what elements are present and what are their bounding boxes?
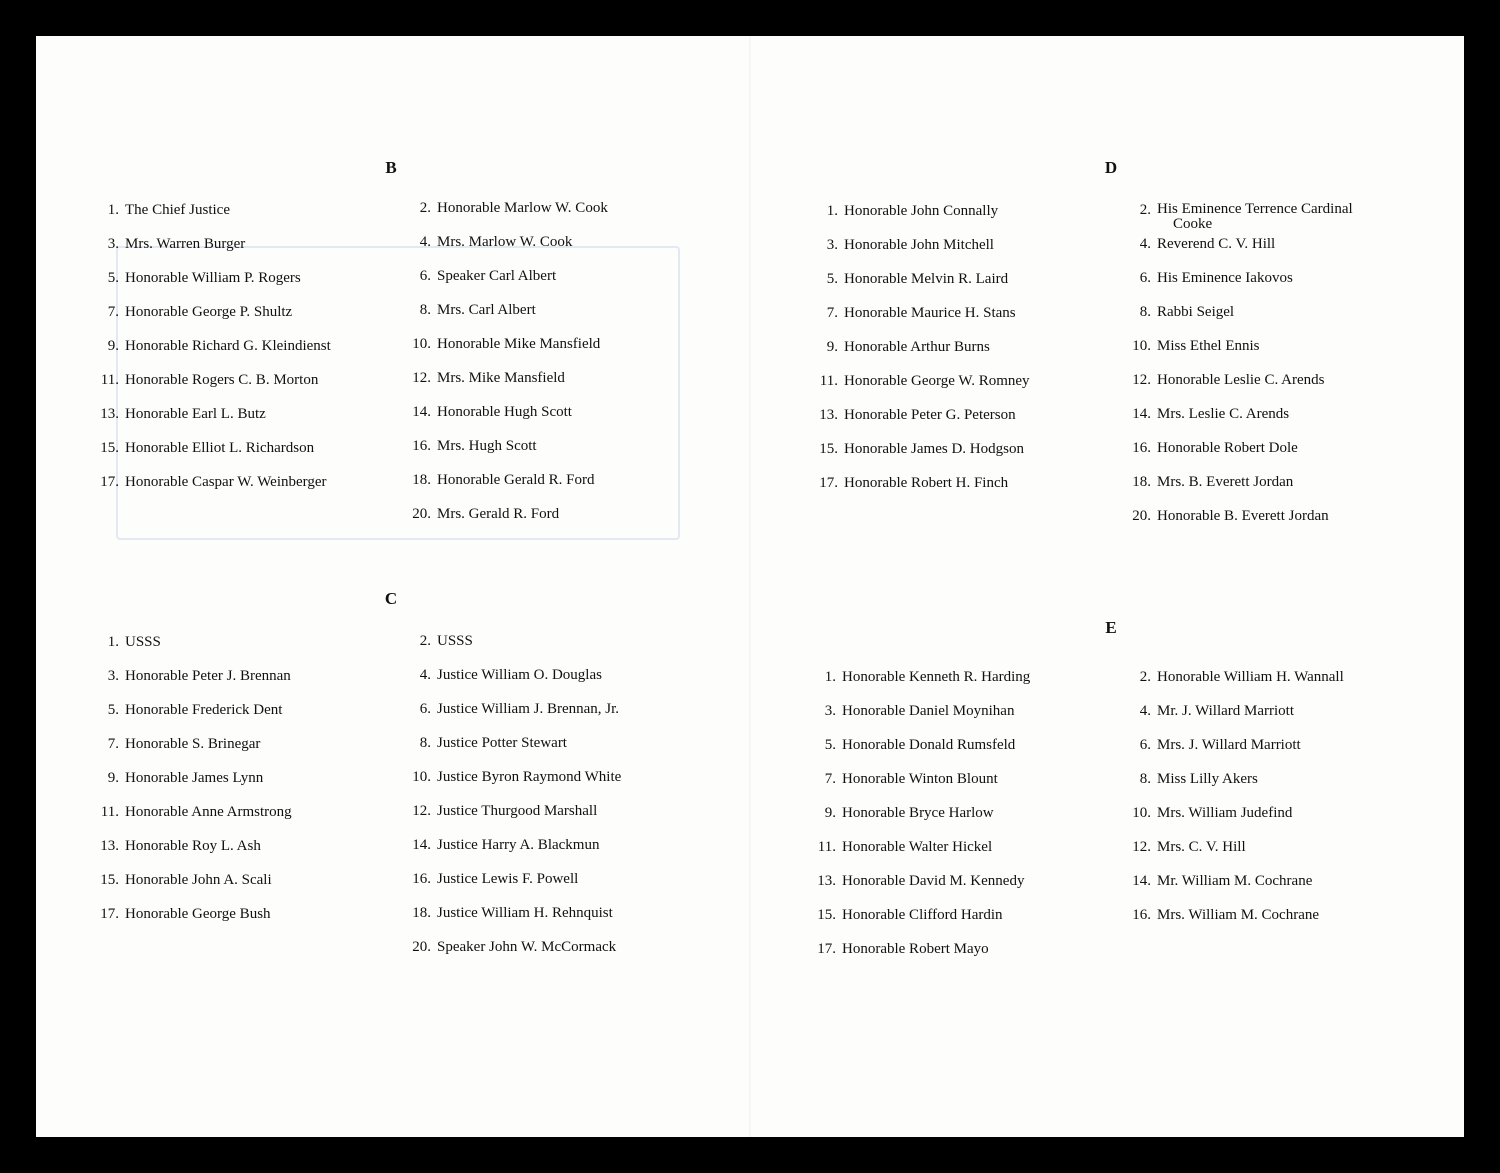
seat-entry <box>419 234 573 251</box>
seat-name: Honorable William H. Wannall <box>1157 669 1344 685</box>
seat-entry <box>107 304 293 321</box>
section-heading-b: B <box>385 158 397 177</box>
seat-name-continued: Cooke <box>1173 216 1213 232</box>
seat-entry <box>412 769 622 786</box>
seat-number: 8. <box>419 735 431 751</box>
seat-entry <box>1139 201 1353 233</box>
seat-number: 10. <box>412 769 431 785</box>
seat-name: Justice Potter Stewart <box>437 735 567 751</box>
seat-number: 11. <box>100 372 119 388</box>
seat-name: Honorable Robert Mayo <box>842 941 989 957</box>
seat-number: 2. <box>1139 669 1151 685</box>
seat-name: Honorable Gerald R. Ford <box>437 472 595 488</box>
seat-entry <box>1132 338 1260 355</box>
seat-entry <box>412 336 601 353</box>
seat-number: 9. <box>107 338 119 354</box>
seat-number: 5. <box>824 737 836 753</box>
seat-entry <box>107 202 230 219</box>
seat-name: Justice William H. Rehnquist <box>437 905 613 921</box>
seat-entry <box>826 237 994 254</box>
seat-entry <box>824 703 1015 720</box>
seat-number: 11. <box>100 804 119 820</box>
seat-number: 6. <box>1139 270 1151 286</box>
seat-number: 7. <box>826 305 838 321</box>
seat-entry <box>824 669 1031 686</box>
section-heading-d: D <box>1104 158 1118 177</box>
seat-entry <box>1132 372 1325 389</box>
seat-number: 4. <box>1139 236 1151 252</box>
seat-number: 3. <box>107 668 119 684</box>
seat-name: Honorable B. Everett Jordan <box>1157 508 1329 524</box>
seat-entry <box>100 372 319 389</box>
program-spread <box>36 36 1464 1137</box>
seat-number: 18. <box>412 905 431 921</box>
seat-entry <box>107 702 283 719</box>
seat-entry <box>819 475 1009 492</box>
seat-number: 2. <box>419 633 431 649</box>
seat-number: 8. <box>1139 771 1151 787</box>
seat-name: Mrs. William Judefind <box>1157 805 1293 821</box>
seat-number: 1. <box>826 203 838 219</box>
seat-number: 20. <box>412 506 431 522</box>
seat-entry <box>100 440 315 457</box>
seat-name: Speaker Carl Albert <box>437 268 557 284</box>
center-fold <box>749 36 751 1137</box>
seat-number: 10. <box>1132 805 1151 821</box>
seat-name: Justice Lewis F. Powell <box>437 871 579 887</box>
seat-number: 6. <box>419 268 431 284</box>
seat-name: Mrs. J. Willard Marriott <box>1157 737 1301 753</box>
seat-name: Reverend C. V. Hill <box>1157 236 1276 252</box>
bleed-through-diagram <box>116 246 680 540</box>
seat-name: Honorable Roy L. Ash <box>125 838 261 854</box>
seat-entry <box>100 406 266 423</box>
seat-name: Honorable Peter J. Brennan <box>125 668 291 684</box>
seat-entry <box>819 407 1016 424</box>
seat-number: 1. <box>107 634 119 650</box>
seat-name: Honorable Robert Dole <box>1157 440 1298 456</box>
seat-number: 5. <box>826 271 838 287</box>
seat-entry <box>819 373 1030 390</box>
seat-number: 17. <box>100 906 119 922</box>
seat-entry <box>412 438 537 455</box>
seat-name: Mrs. Mike Mansfield <box>437 370 565 386</box>
seat-entry <box>419 200 608 217</box>
seat-entry <box>412 404 572 421</box>
seat-number: 8. <box>419 302 431 318</box>
seat-name: Mr. William M. Cochrane <box>1157 873 1313 889</box>
seat-entry <box>824 805 994 822</box>
seat-number: 6. <box>419 701 431 717</box>
seat-number: 2. <box>1139 202 1151 218</box>
seat-entry <box>107 338 331 355</box>
seat-name: Justice William J. Brennan, Jr. <box>437 701 620 717</box>
seat-entry <box>107 668 291 685</box>
seat-entry <box>1139 304 1235 321</box>
seat-entry <box>1132 805 1293 822</box>
seat-entry <box>1132 907 1320 924</box>
seat-name: Honorable Melvin R. Laird <box>844 271 1009 287</box>
seat-entry <box>412 370 565 387</box>
seat-number: 20. <box>412 939 431 955</box>
seat-number: 14. <box>412 837 431 853</box>
seat-number: 12. <box>1132 372 1151 388</box>
seat-name: Honorable Maurice H. Stans <box>844 305 1016 321</box>
seat-number: 11. <box>819 373 838 389</box>
seat-entry <box>819 441 1024 458</box>
seat-number: 3. <box>107 236 119 252</box>
seat-number: 1. <box>107 202 119 218</box>
seat-entry <box>1132 440 1298 457</box>
seat-entry <box>826 305 1016 322</box>
seat-entry <box>817 907 1003 924</box>
seat-entry <box>412 871 579 888</box>
seat-entry <box>419 302 536 319</box>
seat-number: 18. <box>412 472 431 488</box>
seat-name: Justice William O. Douglas <box>437 667 602 683</box>
seat-number: 18. <box>1132 474 1151 490</box>
seat-name: Honorable Winton Blount <box>842 771 998 787</box>
seat-number: 9. <box>107 770 119 786</box>
seat-name: Mrs. Warren Burger <box>125 236 246 252</box>
seat-number: 7. <box>107 304 119 320</box>
seat-name: Honorable Earl L. Butz <box>125 406 266 422</box>
seat-name: Speaker John W. McCormack <box>437 939 617 955</box>
seat-number: 10. <box>1132 338 1151 354</box>
seat-number: 12. <box>412 803 431 819</box>
seat-name: Mrs. Marlow W. Cook <box>437 234 573 250</box>
seat-entry <box>817 839 993 856</box>
seat-number: 1. <box>824 669 836 685</box>
seat-name: Honorable Elliot L. Richardson <box>125 440 315 456</box>
seat-entry <box>419 633 473 650</box>
seat-name: The Chief Justice <box>125 202 230 218</box>
seat-name: Mrs. Hugh Scott <box>437 438 537 454</box>
seat-name: Honorable James D. Hodgson <box>844 441 1024 457</box>
seat-name: Honorable Rogers C. B. Morton <box>125 372 319 388</box>
section-heading-c: C <box>384 589 398 608</box>
seat-number: 7. <box>824 771 836 787</box>
seat-number: 5. <box>107 702 119 718</box>
seat-number: 16. <box>1132 440 1151 456</box>
seat-entry <box>1132 873 1313 890</box>
seat-entry <box>107 736 261 753</box>
seat-entry <box>1132 508 1329 525</box>
seat-entry <box>412 905 613 922</box>
seat-name: Honorable George W. Romney <box>844 373 1030 389</box>
seat-name: Honorable Bryce Harlow <box>842 805 994 821</box>
seat-number: 15. <box>100 872 119 888</box>
seat-number: 16. <box>1132 907 1151 923</box>
seat-name: Honorable John Connally <box>844 203 999 219</box>
seat-name: Honorable James Lynn <box>125 770 264 786</box>
seat-entry <box>817 941 989 958</box>
seat-entry <box>1132 839 1246 856</box>
seat-name: Mr. J. Willard Marriott <box>1157 703 1295 719</box>
seat-entry <box>419 268 557 285</box>
seat-name: Mrs. Carl Albert <box>437 302 536 318</box>
seat-entry <box>107 634 161 651</box>
seat-number: 11. <box>817 839 836 855</box>
seat-name: Mrs. William M. Cochrane <box>1157 907 1320 923</box>
seat-entry <box>1132 474 1294 491</box>
seat-entry <box>1139 771 1258 788</box>
seat-number: 15. <box>819 441 838 457</box>
seat-entry <box>412 472 595 489</box>
seat-name: Mrs. C. V. Hill <box>1157 839 1246 855</box>
seat-name: His Eminence Iakovos <box>1157 270 1293 286</box>
seat-number: 13. <box>817 873 836 889</box>
seat-name: Miss Ethel Ennis <box>1157 338 1260 354</box>
seat-entry <box>100 804 292 821</box>
seat-entry <box>1139 737 1301 754</box>
seat-number: 14. <box>412 404 431 420</box>
seat-name: Mrs. Gerald R. Ford <box>437 506 560 522</box>
seat-entry <box>1139 236 1276 253</box>
seat-entry <box>107 770 264 787</box>
seat-name: Honorable Donald Rumsfeld <box>842 737 1016 753</box>
seat-name: Honorable S. Brinegar <box>125 736 261 752</box>
seat-name: Honorable Kenneth R. Harding <box>842 669 1031 685</box>
seat-name: Honorable Anne Armstrong <box>125 804 292 820</box>
seat-name: Honorable Arthur Burns <box>844 339 990 355</box>
seat-entry <box>826 203 999 220</box>
seat-number: 14. <box>1132 406 1151 422</box>
seat-name: USSS <box>437 633 473 649</box>
seat-name: Justice Thurgood Marshall <box>437 803 598 819</box>
seat-name: His Eminence Terrence Cardinal Cooke <box>1157 201 1353 232</box>
seat-entry <box>412 837 600 854</box>
seat-entry <box>817 873 1025 890</box>
seat-number: 13. <box>100 406 119 422</box>
seat-name: Honorable Hugh Scott <box>437 404 572 420</box>
seat-number: 20. <box>1132 508 1151 524</box>
seat-name: Honorable John A. Scali <box>125 872 272 888</box>
seat-name: Rabbi Seigel <box>1157 304 1235 320</box>
seat-number: 16. <box>412 871 431 887</box>
seat-entry <box>412 803 598 820</box>
seat-entry <box>826 271 1009 288</box>
seat-name: Honorable Leslie C. Arends <box>1157 372 1325 388</box>
seat-entry <box>826 339 990 356</box>
seat-name: Honorable Marlow W. Cook <box>437 200 608 216</box>
seat-number: 10. <box>412 336 431 352</box>
seat-name: Honorable David M. Kennedy <box>842 873 1025 889</box>
seat-number: 9. <box>824 805 836 821</box>
seat-number: 12. <box>1132 839 1151 855</box>
seat-entry <box>419 667 602 684</box>
seat-number: 7. <box>107 736 119 752</box>
seat-entry <box>107 270 301 287</box>
seat-name: Honorable George Bush <box>125 906 271 922</box>
seat-entry <box>419 735 567 752</box>
seat-name: Honorable Peter G. Peterson <box>844 407 1016 423</box>
seat-number: 16. <box>412 438 431 454</box>
seat-name: Honorable John Mitchell <box>844 237 994 253</box>
section-heading-e: E <box>1105 618 1117 637</box>
seat-name: USSS <box>125 634 161 650</box>
seat-entry <box>100 906 271 923</box>
seat-number: 2. <box>419 200 431 216</box>
seat-entry <box>1132 406 1290 423</box>
seat-name: Justice Harry A. Blackmun <box>437 837 600 853</box>
seat-number: 17. <box>817 941 836 957</box>
seat-name: Mrs. B. Everett Jordan <box>1157 474 1294 490</box>
seat-number: 8. <box>1139 304 1151 320</box>
seat-entry <box>419 701 620 718</box>
seat-name: Honorable George P. Shultz <box>125 304 293 320</box>
seat-name: Honorable Caspar W. Weinberger <box>125 474 327 490</box>
seat-name: Justice Byron Raymond White <box>437 769 622 785</box>
seat-entry <box>824 737 1016 754</box>
seat-name: Honorable Clifford Hardin <box>842 907 1003 923</box>
seat-number: 4. <box>419 667 431 683</box>
seat-number: 14. <box>1132 873 1151 889</box>
seat-name: Honorable William P. Rogers <box>125 270 301 286</box>
seat-entry <box>100 838 261 855</box>
seat-number: 13. <box>100 838 119 854</box>
seat-number: 5. <box>107 270 119 286</box>
seat-number: 3. <box>826 237 838 253</box>
seat-name: Honorable Daniel Moynihan <box>842 703 1015 719</box>
seat-name: Honorable Walter Hickel <box>842 839 993 855</box>
seat-name: Miss Lilly Akers <box>1157 771 1258 787</box>
seat-name: Mrs. Leslie C. Arends <box>1157 406 1290 422</box>
seat-name: Honorable Frederick Dent <box>125 702 283 718</box>
seat-entry <box>100 474 327 491</box>
seat-number: 15. <box>817 907 836 923</box>
seat-number: 12. <box>412 370 431 386</box>
seat-entry <box>412 506 560 523</box>
seat-name: Honorable Richard G. Kleindienst <box>125 338 331 354</box>
seat-number: 9. <box>826 339 838 355</box>
seat-name: Honorable Mike Mansfield <box>437 336 601 352</box>
seat-entry <box>1139 703 1295 720</box>
seat-entry <box>824 771 998 788</box>
seat-entry <box>412 939 617 956</box>
seat-entry <box>100 872 272 889</box>
seat-number: 17. <box>819 475 838 491</box>
seat-number: 13. <box>819 407 838 423</box>
seat-number: 6. <box>1139 737 1151 753</box>
seat-number: 15. <box>100 440 119 456</box>
seat-entry <box>1139 669 1344 686</box>
seat-entry <box>1139 270 1293 287</box>
seat-entry <box>107 236 246 253</box>
seat-number: 17. <box>100 474 119 490</box>
seat-number: 3. <box>824 703 836 719</box>
seat-name: Honorable Robert H. Finch <box>844 475 1009 491</box>
seat-number: 4. <box>1139 703 1151 719</box>
seat-number: 4. <box>419 234 431 250</box>
